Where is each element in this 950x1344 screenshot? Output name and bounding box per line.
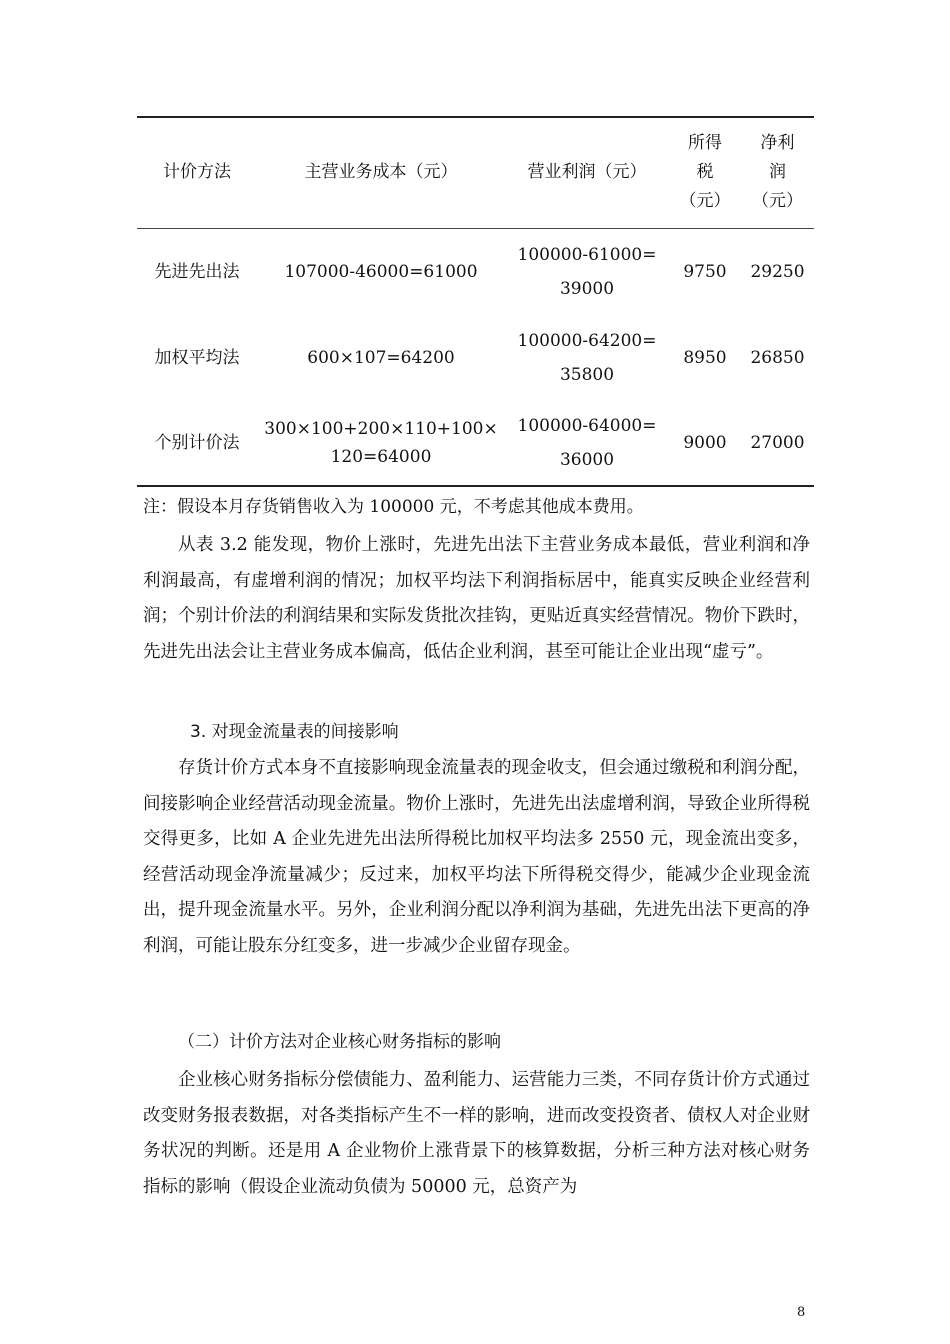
- header-net-profit: [741, 116, 814, 228]
- header-net-line1: 净利: [760, 132, 795, 153]
- row-cost-line2: 120=64000: [330, 447, 432, 467]
- paragraph-cashflow: 存货计价方式本身不直接影响现金流量表的现金收支，但会通过缴税和利润分配，间接影响企业经营活动现金流量。物价上涨时，先进先出法虚增利润，导致企业所得税交得更多，比如 A 企业先进先出法所得税比加权平均法多 2550 元，现金流出变多，经营活动现金净流量减少；反过来，加权平均法下所得税交得少，能减少企业现金流出，提升现金流量水平。另外，企业利润分配以净利润为基础，先进先出法下更高的净利润，可能让股东分红变多，进一步减少企业留存现金。: [143, 758, 810, 956]
- section-heading-indicators: （二）计价方法对企业核心财务指标的影响: [178, 1032, 501, 1052]
- row-profit-line1: 100000-61000=: [517, 245, 657, 265]
- header-profit: 营业利润（元）: [527, 161, 647, 182]
- row-profit-line2: 39000: [559, 279, 615, 299]
- header-net-line3: （元）: [752, 190, 803, 211]
- row-cost-line1: 300×100+200×110+100×: [264, 419, 498, 439]
- row-cost-line1: 600×107=64200: [307, 348, 455, 368]
- section-heading-cashflow: 3. 对现金流量表的间接影响: [190, 722, 399, 742]
- row-net: 27000: [750, 433, 805, 453]
- row-net: 29250: [750, 262, 805, 282]
- row-method: 个别计价法: [154, 433, 240, 453]
- table-note: 注：假设本月存货销售收入为 100000 元，不考虑其他成本费用。: [143, 497, 644, 517]
- row-profit: [505, 315, 669, 401]
- row-method: 加权平均法: [154, 348, 240, 368]
- row-tax: 9750: [683, 262, 727, 282]
- header-tax-line2: 税: [696, 161, 714, 182]
- row-profit-line1: 100000-64200=: [517, 331, 657, 351]
- paragraph-indicators: 企业核心财务指标分偿债能力、盈利能力、运营能力三类，不同存货计价方式通过改变财务报表数据，对各类指标产生不一样的影响，进而改变投资者、债权人对企业财务状况的判断。还是用 A 企业物价上涨背景下的核算数据，分析三种方法对核心财务指标的影响（假设企业流动负债为 50000 元，总资产为: [143, 1070, 810, 1197]
- header-tax: [669, 116, 741, 228]
- row-profit: [505, 229, 669, 315]
- row-cost: [257, 315, 505, 401]
- header-tax-line1: 所得: [688, 132, 722, 153]
- row-tax: 8950: [683, 348, 727, 368]
- paragraph-analysis: 从表 3.2 能发现，物价上涨时，先进先出法下主营业务成本最低，营业利润和净利润最高，有虚增利润的情况；加权平均法下利润指标居中，能真实反映企业经营利润；个别计价法的利润结果和实际发货批次挂钩，更贴近真实经营情况。物价下跌时，先进先出法会让主营业务成本偏高，低估企业利润，甚至可能让企业出现“虚亏”。: [143, 535, 810, 662]
- row-cost: [257, 401, 505, 485]
- row-cost: [257, 229, 505, 315]
- table-bottom-rule: [137, 485, 814, 487]
- row-net: 26850: [750, 348, 805, 368]
- row-profit-line2: 36000: [559, 450, 615, 470]
- row-cost-line1: 107000-46000=61000: [284, 262, 478, 282]
- row-profit: [505, 401, 669, 485]
- header-method: 计价方法: [163, 161, 231, 182]
- row-profit-line2: 35800: [559, 365, 615, 385]
- row-method: 先进先出法: [154, 262, 240, 282]
- row-profit-line1: 100000-64000=: [517, 416, 657, 436]
- header-net-line2: 润: [769, 161, 786, 182]
- header-cost: 主营业务成本（元）: [304, 161, 458, 182]
- row-tax: 9000: [683, 433, 727, 453]
- header-tax-line3: （元）: [679, 190, 731, 211]
- page-number: 8: [797, 1305, 806, 1320]
